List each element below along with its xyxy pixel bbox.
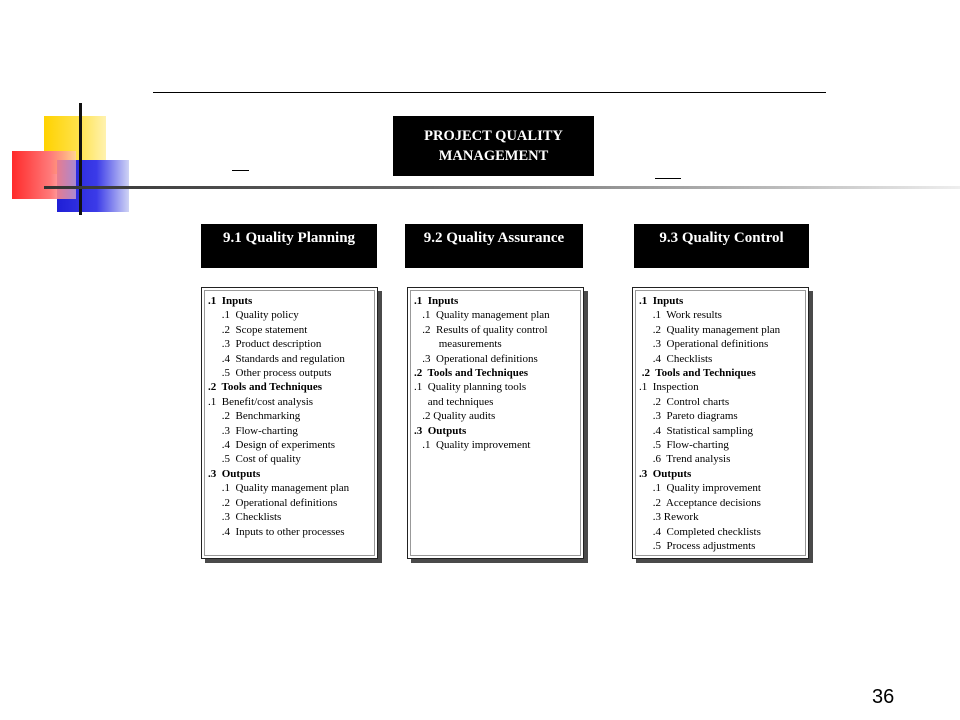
process-header-quality-control: 9.3 Quality Control (634, 224, 809, 268)
list-item: .2 Operational definitions (208, 496, 338, 509)
list-item: .3 Operational definitions (414, 352, 538, 365)
list-item: and techniques (414, 395, 494, 408)
connector-tick-left (232, 170, 249, 171)
list-item: .3 Product description (208, 338, 322, 351)
list-item: .1 Quality improvement (639, 482, 761, 495)
list-item: .3 Flow-charting (208, 424, 298, 437)
process-detail-card-quality-assurance (407, 287, 584, 559)
process-header-quality-planning: 9.1 Quality Planning (201, 224, 377, 268)
list-item: .3 Operational definitions (639, 338, 769, 351)
connector-tick-right (655, 178, 681, 179)
section-heading: .2 Tools and Techniques (414, 367, 529, 380)
list-item: .1 Quality management plan (414, 309, 550, 322)
list-item: .1 Quality planning tools (414, 381, 527, 394)
list-item: .1 Quality improvement (414, 439, 531, 452)
list-item: .2 Benchmarking (208, 410, 301, 423)
list-item: .3 Pareto diagrams (639, 410, 738, 423)
list-item: .2 Control charts (639, 395, 730, 408)
page-number: 36 (872, 686, 895, 708)
list-item: .3 Rework (639, 511, 699, 524)
list-item: .3 Checklists (208, 511, 282, 524)
decorative-horizontal-line (44, 186, 960, 189)
diagram-title-box (393, 116, 594, 176)
list-item: .4 Design of experiments (208, 439, 336, 452)
list-item: .5 Other process outputs (208, 367, 332, 380)
process-header-quality-assurance: 9.2 Quality Assurance (405, 224, 583, 268)
section-heading: .1 Inputs (639, 295, 684, 307)
section-heading: .3 Outputs (414, 424, 467, 437)
list-item: .2 Results of quality control (414, 323, 548, 336)
list-item: .5 Cost of quality (208, 453, 301, 466)
list-item: .1 Quality policy (208, 309, 299, 322)
list-item: .4 Completed checklists (639, 525, 761, 538)
diagram-title-line-1: PROJECT QUALITY (424, 128, 563, 144)
list-item: .2 Quality management plan (639, 323, 781, 336)
diagram-title-line-2: MANAGEMENT (438, 148, 549, 164)
section-heading: .1 Inputs (414, 295, 459, 307)
list-item: .1 Benefit/cost analysis (208, 395, 314, 408)
list-item: measurements (414, 338, 502, 351)
list-item: .4 Standards and regulation (208, 352, 345, 365)
list-item: .2 Quality audits (414, 410, 496, 423)
process-detail-card-quality-control (632, 287, 809, 559)
list-item: .5 Process adjustments (639, 539, 756, 552)
list-item: .1 Inspection (639, 381, 699, 394)
decorative-red-square (12, 151, 76, 199)
list-item: .4 Statistical sampling (639, 424, 753, 437)
list-item: .4 Inputs to other processes (208, 525, 345, 538)
decorative-vertical-line (79, 103, 82, 215)
section-heading: .3 Outputs (639, 467, 692, 480)
process-detail-card-quality-planning (201, 287, 378, 559)
section-heading: .2 Tools and Techniques (208, 381, 323, 394)
section-heading: .3 Outputs (208, 467, 261, 480)
section-heading: .2 Tools and Techniques (639, 367, 756, 380)
list-item: .1 Work results (639, 309, 722, 322)
list-item: .4 Checklists (639, 352, 713, 365)
list-item: .1 Quality management plan (208, 482, 350, 495)
list-item: .5 Flow-charting (639, 439, 729, 452)
section-heading: .1 Inputs (208, 295, 253, 307)
top-rule-line (153, 92, 826, 93)
list-item: .2 Acceptance decisions (639, 496, 761, 509)
list-item: .2 Scope statement (208, 323, 308, 336)
list-item: .6 Trend analysis (639, 453, 731, 466)
